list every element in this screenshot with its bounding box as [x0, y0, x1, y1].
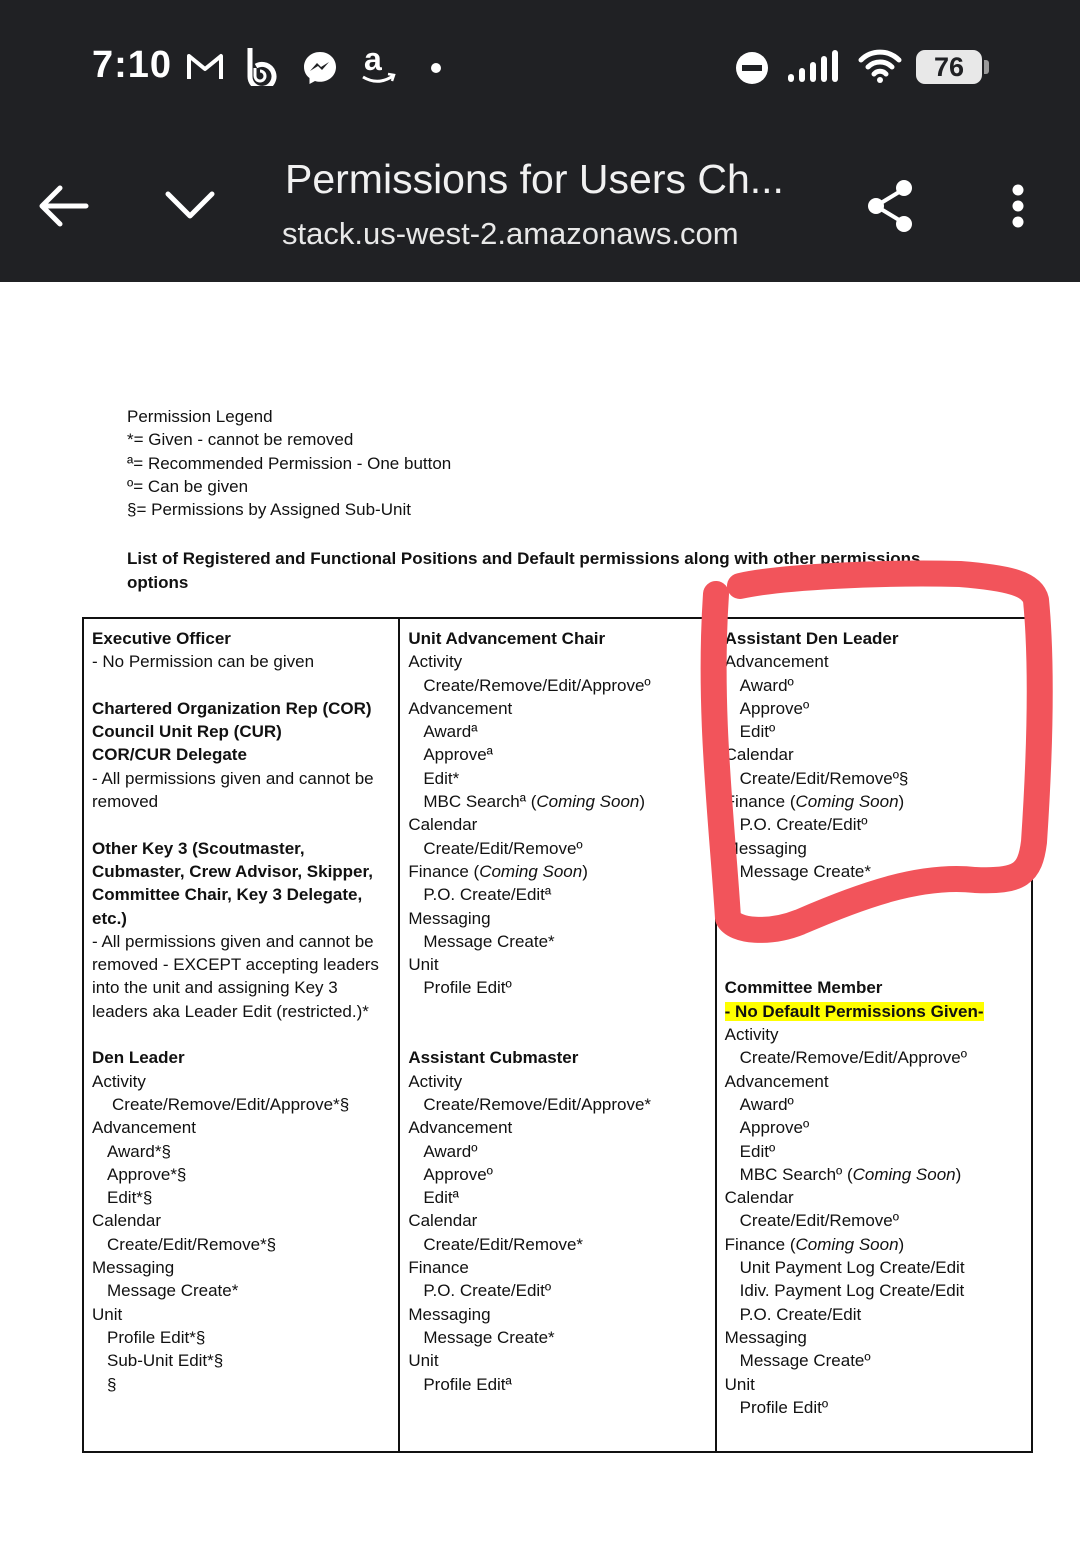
permission-text: Approveª [423, 745, 493, 765]
permission-text: P.O. Create/Editº [739, 815, 868, 835]
permission-item [725, 1349, 1023, 1372]
position-description: leaders aka Leader Edit (restricted.)* [92, 1001, 369, 1021]
permission-text: Idiv. Payment Log Create/Edit [739, 1281, 965, 1301]
permission-category [408, 1303, 706, 1326]
permission-text: Approveº [423, 1164, 493, 1184]
permission-item [92, 1140, 390, 1163]
permission-text: Awardº [739, 1094, 794, 1114]
position-heading-line: Committee Chair, Key 3 Delegate, [92, 885, 363, 905]
permission-text: Profile Edit*§ [107, 1327, 206, 1347]
permission-text: P.O. Create/Edit [739, 1304, 862, 1324]
permission-item [92, 1373, 390, 1396]
permission-text: P.O. Create/Editª [423, 885, 552, 905]
permission-item [92, 1233, 390, 1256]
permission-category [92, 1256, 390, 1279]
chevron-down-icon[interactable] [164, 188, 216, 224]
position-heading-assistant-den-leader: Assistant Den Leader [724, 629, 899, 648]
permission-category [408, 697, 706, 720]
permission-item [408, 720, 706, 743]
permission-item [725, 720, 1023, 743]
permission-item [408, 930, 706, 953]
permission-item [408, 1163, 706, 1186]
position-description: into the unit and assigning Key 3 [92, 978, 338, 998]
permission-text: Create/Remove/Edit/Approveº [739, 1048, 967, 1068]
permission-text: Unit [724, 1374, 755, 1394]
messenger-icon [302, 50, 338, 86]
permission-category: Finance (Coming Soon) [724, 792, 905, 812]
permission-category [725, 1326, 1023, 1349]
permission-text: Editº [739, 1141, 776, 1161]
permission-item [408, 1373, 706, 1396]
permission-text: Unit Payment Log Create/Edit [739, 1258, 965, 1278]
permission-category: Finance (Coming Soon) [408, 861, 588, 881]
section-spacer [92, 1023, 390, 1046]
permission-item [725, 1279, 1023, 1302]
back-arrow-icon[interactable] [38, 184, 90, 228]
permission-item [408, 1279, 706, 1302]
permission-item [725, 697, 1023, 720]
position-heading-committee-member: Committee Member [724, 978, 883, 998]
share-icon[interactable] [864, 178, 918, 234]
permission-item [408, 743, 706, 766]
permission-text: Create/Edit/Removeº [423, 838, 583, 858]
permission-text: Finance [724, 792, 786, 812]
permission-text: Advancement [408, 1118, 513, 1138]
permission-text: Sub-Unit Edit*§ [107, 1351, 224, 1371]
list-heading: List of Registered and Functional Positions and Default permissions along with other permissions options [127, 549, 921, 592]
permission-text: Advancement [92, 1118, 196, 1138]
position-heading-line: Council Unit Rep (CUR) [92, 722, 282, 742]
permission-text: Message Create* [739, 861, 871, 881]
do-not-disturb-icon [734, 50, 770, 86]
permission-category [725, 1373, 1023, 1396]
permission-text: Edit* [423, 768, 460, 788]
permission-category: Finance (Coming Soon) [724, 1234, 905, 1254]
position-description: removed - EXCEPT accepting leaders [92, 955, 379, 975]
permission-legend [127, 405, 451, 521]
position-heading-line: etc.) [92, 908, 127, 928]
permission-item [92, 1186, 390, 1209]
permission-item [725, 674, 1023, 697]
permission-text: Messaging [724, 1327, 807, 1347]
position-description: - All permissions given and cannot be [92, 768, 374, 788]
coming-soon-note: Coming Soon [795, 1234, 899, 1254]
permission-text: Message Create* [107, 1281, 239, 1301]
permission-text: Advancement [408, 698, 513, 718]
permission-item [408, 976, 706, 999]
section-spacer [725, 907, 1023, 930]
position-description: - No Permission can be given [92, 652, 315, 672]
permission-item [725, 1396, 1023, 1419]
page-title: Permissions for Users Ch... [285, 156, 784, 202]
permission-text: Message Createº [739, 1351, 871, 1371]
permission-category [92, 1116, 390, 1139]
permission-text: Messaging [408, 908, 491, 928]
permission-item [725, 1046, 1023, 1069]
permission-text: Activity [92, 1071, 146, 1091]
permission-item [408, 883, 706, 906]
permission-text: Profile Editª [423, 1374, 512, 1394]
permission-text: Message Create* [423, 1327, 555, 1347]
legend-title: Permission Legend [127, 407, 273, 426]
coming-soon-note: Coming Soon [795, 792, 899, 812]
permission-text: Create/Edit/Removeº [739, 1211, 899, 1231]
position-description: removed [92, 792, 159, 812]
permission-text: Calendar [408, 815, 478, 835]
legend-item: *= Given - cannot be removed [127, 430, 354, 450]
battery-icon: 76 [916, 50, 982, 84]
permission-text: Awardº [423, 1141, 478, 1161]
permission-item [92, 1163, 390, 1186]
permission-text: Awardª [423, 722, 478, 742]
permission-item [92, 1279, 390, 1302]
permission-item [92, 1326, 390, 1349]
position-heading-executive-officer: Executive Officer [92, 629, 231, 648]
permission-category [725, 650, 1023, 673]
permission-item [725, 813, 1023, 836]
section-spacer [725, 930, 1023, 953]
svg-text:a: a [364, 44, 382, 77]
positions-column-1 [83, 618, 399, 1452]
legend-item: ª= Recommended Permission - One button [127, 453, 452, 473]
permission-text: Editº [739, 722, 776, 742]
position-heading-line: Cubmaster, Crew Advisor, Skipper, [92, 861, 373, 881]
permission-text: Profile Editº [423, 978, 512, 998]
permission-category [725, 1023, 1023, 1046]
permission-text: Approveº [739, 1118, 810, 1138]
battery-tip [984, 60, 989, 74]
signal-icon [786, 50, 844, 84]
status-bar [0, 38, 1080, 98]
permission-text: Advancement [724, 1071, 829, 1091]
section-spacer [92, 813, 390, 836]
position-heading-chartered-organization-rep-cor: Chartered Organization Rep (COR) [92, 698, 372, 718]
coming-soon-note: Coming Soon [479, 861, 583, 881]
positions-table [82, 617, 1033, 1453]
section-spacer [92, 674, 390, 697]
gmail-icon [186, 52, 224, 82]
permission-category [408, 650, 706, 673]
permission-text: Messaging [92, 1258, 175, 1278]
status-time: 7:10 [92, 44, 173, 86]
permission-item [408, 1326, 706, 1349]
custom-tab-toolbar [0, 0, 1080, 282]
permission-category [92, 1070, 390, 1093]
permission-text: Create/Remove/Edit/Approveº [423, 675, 651, 695]
permission-text: § [107, 1374, 117, 1394]
permission-text: Calendar [724, 1188, 794, 1208]
permission-text: Awardº [739, 675, 794, 695]
permission-category [408, 813, 706, 836]
permission-text: MBC Searchª [423, 792, 526, 812]
permission-text: Messaging [724, 838, 807, 858]
permission-text: Unit [92, 1304, 123, 1324]
permission-text: Approveº [739, 698, 810, 718]
permission-item [92, 1349, 390, 1372]
permission-text: Activity [724, 1025, 779, 1045]
more-vert-icon[interactable] [1006, 182, 1030, 230]
permission-text: Activity [408, 652, 463, 672]
permission-item [725, 1303, 1023, 1326]
permission-category [408, 907, 706, 930]
permission-item [725, 1209, 1023, 1232]
permission-text: Calendar [408, 1211, 478, 1231]
coming-soon-note: Coming Soon [852, 1164, 956, 1184]
position-heading-den-leader: Den Leader [92, 1048, 185, 1068]
permission-item [408, 1140, 706, 1163]
section-spacer [408, 1000, 706, 1023]
permission-text: Create/Edit/Remove*§ [107, 1234, 277, 1254]
permission-text: Finance [408, 861, 469, 881]
permission-category [725, 743, 1023, 766]
permission-category [408, 1116, 706, 1139]
b-app-icon [244, 46, 278, 86]
permission-item [408, 1233, 706, 1256]
permission-item [725, 1256, 1023, 1279]
permission-item [408, 837, 706, 860]
permission-text: Calendar [724, 745, 794, 765]
permission-text: Advancement [724, 652, 829, 672]
dot-icon [430, 62, 442, 74]
permission-text: Activity [408, 1071, 463, 1091]
permission-category [725, 1186, 1023, 1209]
legend-item: §= Permissions by Assigned Sub-Unit [127, 500, 411, 520]
permission-text: Create/Remove/Edit/Approve*§ [112, 1094, 350, 1114]
highlighted-note: - No Default Permissions Given- [724, 1001, 984, 1021]
position-heading-unit-advancement-chair: Unit Advancement Chair [408, 629, 606, 648]
permission-category [408, 1256, 706, 1279]
legend-item: º= Can be given [127, 476, 249, 496]
permission-text: Unit [408, 955, 439, 975]
permission-item [725, 767, 1023, 790]
permission-item [725, 1140, 1023, 1163]
permission-item: MBC Searchº (Coming Soon) [739, 1164, 962, 1184]
position-description: - All permissions given and cannot be [92, 931, 374, 951]
page-url: stack.us-west-2.amazonaws.com [282, 216, 739, 251]
permission-item [725, 1093, 1023, 1116]
permission-category [408, 1070, 706, 1093]
permission-item [725, 1116, 1023, 1139]
coming-soon-note: Coming Soon [536, 792, 640, 812]
section-spacer [725, 883, 1023, 906]
position-heading-line: COR/CUR Delegate [92, 745, 247, 765]
permission-text: Editª [423, 1188, 459, 1208]
permission-text: Calendar [92, 1211, 161, 1231]
permission-text: Messaging [408, 1304, 491, 1324]
wifi-icon [858, 48, 902, 84]
permission-text: Create/Edit/Remove* [423, 1234, 584, 1254]
permission-text: P.O. Create/Editº [423, 1281, 552, 1301]
section-spacer [725, 953, 1023, 976]
permission-item [408, 1093, 706, 1116]
permission-item: MBC Searchª (Coming Soon) [423, 792, 646, 812]
document-page [0, 282, 1080, 1560]
permission-text: Create/Remove/Edit/Approve* [423, 1094, 652, 1114]
permission-item [92, 1093, 390, 1116]
permission-category [725, 1070, 1023, 1093]
permission-text: Edit*§ [107, 1188, 153, 1208]
permission-text: Award*§ [107, 1141, 171, 1161]
permission-text: Profile Editº [739, 1397, 829, 1417]
permission-text: Finance [724, 1234, 786, 1254]
permission-text: Message Create* [423, 931, 555, 951]
permission-category [408, 1349, 706, 1372]
permission-category [408, 1209, 706, 1232]
amazon-icon [360, 44, 396, 86]
position-heading-other-key-3-scoutmaster: Other Key 3 (Scoutmaster, [92, 838, 305, 858]
permission-category [92, 1209, 390, 1232]
permission-text: MBC Searchº [739, 1164, 843, 1184]
permission-text: Unit [408, 1351, 439, 1371]
permission-item [408, 767, 706, 790]
permission-item [408, 1186, 706, 1209]
permission-category [92, 1303, 390, 1326]
permission-text: Approve*§ [107, 1164, 187, 1184]
positions-column-2 [399, 618, 715, 1452]
permission-text: Finance [408, 1258, 469, 1278]
position-heading-assistant-cubmaster: Assistant Cubmaster [408, 1048, 579, 1068]
permission-category [408, 953, 706, 976]
permission-text: Create/Edit/Removeº§ [739, 768, 909, 788]
permission-category [725, 837, 1023, 860]
positions-column-3 [716, 618, 1032, 1452]
permission-item [408, 674, 706, 697]
highlight-line [725, 1000, 1023, 1023]
permission-item [725, 860, 1023, 883]
section-spacer [408, 1023, 706, 1046]
